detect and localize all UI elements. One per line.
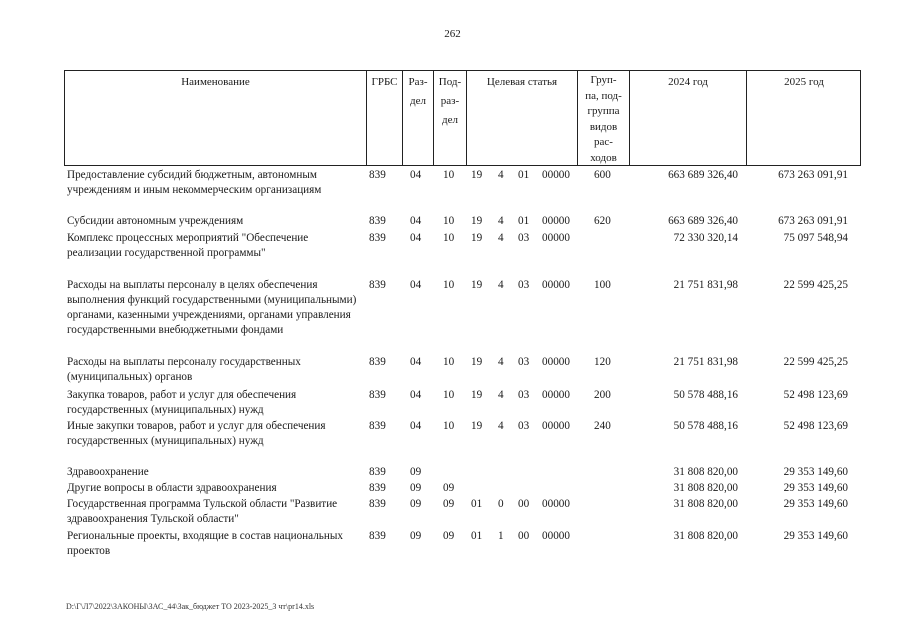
row-name: Расходы на выплаты персоналу государственных (муниципальных) органов [67,356,301,383]
row-pr: 10 [443,232,455,244]
row-2024: 31 808 820,00 [673,466,738,478]
row-t2: 4 [498,215,504,227]
file-path: D:\Г\Л7\2022\ЗАКОНЫ\ЗАС_44\Зак_бюджет ТО 2023-2025_3 чт\pr14.xls [66,602,315,611]
row-t1: 19 [471,356,483,368]
row-rz: 04 [410,232,422,244]
row-rz: 04 [410,356,422,368]
row-vr: 620 [594,215,611,227]
row-t3: 03 [518,232,530,244]
row-t1: 19 [471,279,483,291]
row-2025: 29 353 149,60 [783,530,848,542]
row-t1: 01 [471,498,483,510]
row-t4: 00000 [542,232,570,244]
row-t1: 19 [471,389,483,401]
row-2024: 663 689 326,40 [668,169,738,181]
row-t3: 03 [518,420,530,432]
row-name: Государственная программа Тульской области "Развитие здравоохранения Тульской области" [67,498,338,525]
row-rz: 04 [410,279,422,291]
row-t2: 4 [498,232,504,244]
header-2025: 2025 год [746,71,861,165]
row-t4: 00000 [542,356,570,368]
row-t3: 00 [518,498,530,510]
header-podrazdel: Под- раз- дел [433,71,466,165]
table-header [64,70,861,166]
row-grbs: 839 [369,530,386,542]
row-vr: 200 [594,389,611,401]
row-name: Региональные проекты, входящие в состав национальных проектов [67,530,344,557]
row-name: Предоставление субсидий бюджетным, автономным учреждениям и иным некоммерческим организациям [67,169,322,196]
row-t1: 19 [471,232,483,244]
row-grbs: 839 [369,356,386,368]
row-grbs: 839 [369,389,386,401]
row-grbs: 839 [369,498,386,510]
row-2024: 21 751 831,98 [673,356,738,368]
row-2025: 29 353 149,60 [783,466,848,478]
row-vr: 240 [594,420,611,432]
row-t3: 01 [518,169,530,181]
row-2025: 22 599 425,25 [783,356,848,368]
row-2024: 663 689 326,40 [668,215,738,227]
row-2024: 50 578 488,16 [673,420,738,432]
row-pr: 09 [443,482,455,494]
row-t1: 19 [471,420,483,432]
row-pr: 10 [443,356,455,368]
row-rz: 04 [410,169,422,181]
row-rz: 09 [410,482,422,494]
row-grbs: 839 [369,466,386,478]
row-2025: 52 498 123,69 [783,420,848,432]
row-t1: 19 [471,215,483,227]
row-t2: 4 [498,169,504,181]
row-vr: 120 [594,356,611,368]
row-2024: 31 808 820,00 [673,482,738,494]
row-grbs: 839 [369,169,386,181]
row-pr: 10 [443,420,455,432]
row-t2: 1 [498,530,504,542]
row-name: Комплекс процессных мероприятий "Обеспечение реализации государственной программы" [67,232,309,259]
row-name: Иные закупки товаров, работ и услуг для обеспечения государственных (муниципальных) нужд [67,420,326,447]
row-2025: 29 353 149,60 [783,482,848,494]
row-t4: 00000 [542,215,570,227]
row-pr: 09 [443,498,455,510]
row-t2: 4 [498,420,504,432]
row-t3: 00 [518,530,530,542]
row-grbs: 839 [369,215,386,227]
row-2024: 31 808 820,00 [673,498,738,510]
row-rz: 09 [410,530,422,542]
row-2024: 50 578 488,16 [673,389,738,401]
row-t3: 01 [518,215,530,227]
row-rz: 04 [410,420,422,432]
row-pr: 10 [443,169,455,181]
row-name: Субсидии автономным учреждениям [67,215,244,227]
row-rz: 04 [410,389,422,401]
row-grbs: 839 [369,482,386,494]
row-pr: 10 [443,389,455,401]
row-2025: 22 599 425,25 [783,279,848,291]
row-2024: 72 330 320,14 [673,232,738,244]
row-t2: 4 [498,389,504,401]
row-rz: 09 [410,498,422,510]
row-t2: 4 [498,279,504,291]
row-2024: 21 751 831,98 [673,279,738,291]
header-target: Целевая статья [466,71,577,165]
header-group: Груп- па, под- группа видов рас- ходов [577,71,629,165]
row-vr: 600 [594,169,611,181]
header-2024: 2024 год [629,71,746,165]
row-t4: 00000 [542,169,570,181]
row-t3: 03 [518,389,530,401]
row-2025: 673 263 091,91 [778,169,848,181]
row-grbs: 839 [369,232,386,244]
row-2025: 52 498 123,69 [783,389,848,401]
row-2025: 75 097 548,94 [783,232,848,244]
row-t3: 03 [518,356,530,368]
row-t4: 00000 [542,498,570,510]
header-grbs: ГРБС [366,71,402,165]
row-grbs: 839 [369,279,386,291]
row-2025: 673 263 091,91 [778,215,848,227]
row-t3: 03 [518,279,530,291]
row-t2: 0 [498,498,504,510]
row-name: Другие вопросы в области здравоохранения [67,482,277,494]
row-name: Расходы на выплаты персоналу в целях обеспечения выполнения функций государственными (муниципальными) органами, казенными учреждениями, органами управления государственными внебюджетными фондами [67,279,357,336]
row-t1: 01 [471,530,483,542]
row-pr: 10 [443,215,455,227]
row-t1: 19 [471,169,483,181]
row-pr: 09 [443,530,455,542]
row-t2: 4 [498,356,504,368]
row-rz: 09 [410,466,422,478]
row-t4: 00000 [542,420,570,432]
row-t4: 00000 [542,530,570,542]
header-razdel: Раз- дел [402,71,433,165]
row-t4: 00000 [542,279,570,291]
row-t4: 00000 [542,389,570,401]
row-2025: 29 353 149,60 [783,498,848,510]
row-rz: 04 [410,215,422,227]
row-grbs: 839 [369,420,386,432]
row-name: Закупка товаров, работ и услуг для обеспечения государственных (муниципальных) нужд [67,389,297,416]
row-2024: 31 808 820,00 [673,530,738,542]
header-name: Наименование [181,76,250,88]
row-pr: 10 [443,279,455,291]
page-number: 262 [444,28,461,40]
row-vr: 100 [594,279,611,291]
row-name: Здравоохранение [67,466,149,478]
